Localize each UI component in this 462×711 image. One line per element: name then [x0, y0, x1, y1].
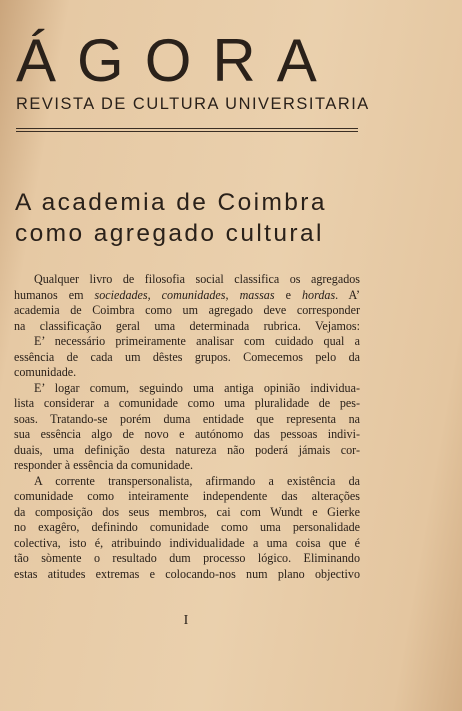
text-run: ,	[225, 287, 240, 302]
body-line: E’ logar comum, seguindo uma antiga opinião individua-	[34, 380, 360, 395]
body-line: E’ necessário primeiramente analisar com cuidado qual a	[34, 334, 360, 348]
body-line: responder à essência da comunidade.	[14, 458, 193, 472]
masthead	[16, 27, 370, 114]
body-line: no exagêro, definindo comunidade como uma personalidade	[14, 520, 360, 534]
article-title-line: A academia de Coimbra	[15, 189, 327, 216]
article-body	[14, 272, 360, 582]
body-line: tão sòmente o resultado dum processo lógico. Eliminando	[14, 551, 360, 565]
body-line: comunidade como inteiramente independente das alterações	[14, 489, 360, 503]
body-line: duais, uma definição desta natureza não poderá jámais cor-	[14, 442, 360, 457]
body-line: lista considerar a comunidade como uma pluralidade de pes-	[14, 396, 360, 410]
body-line: academia de Coimbra como um agregado deve corresponder	[14, 303, 360, 317]
body-line: Qualquer livro de filosofia social classifica os agregados	[34, 272, 360, 286]
text-run: e	[274, 287, 302, 302]
magazine-title: ÁGORA	[16, 27, 338, 94]
body-line: essência de cada um dêstes grupos. Comecemos pelo da	[14, 349, 360, 364]
italic-term: hordas	[302, 287, 336, 302]
body-line: soas. Tratando-se porém duma entidade que representa na	[14, 411, 360, 426]
body-line: estas atitudes extremas e colocando-nos num plano objectivo	[14, 566, 360, 581]
text-run: . A’	[335, 287, 360, 302]
italic-term: massas	[239, 287, 275, 302]
body-line	[14, 288, 360, 304]
masthead-divider-bottom	[16, 131, 358, 132]
italic-term: sociedades, comunidades	[94, 287, 226, 302]
article-title	[15, 187, 365, 249]
body-line: colectiva, isto é, atribuindo individualidade a uma coisa que é	[14, 535, 360, 550]
page-number: I	[183, 613, 189, 628]
body-line: da composição dos seus membros, cai com Wundt e Gierke	[14, 504, 360, 519]
magazine-subtitle: REVISTA DE CULTURA UNIVERSITARIA	[16, 95, 370, 113]
body-line: comunidade.	[14, 365, 77, 379]
article-title-line: como agregado cultural	[15, 220, 324, 247]
text-run: humanos em	[14, 287, 95, 302]
body-line: sua essência algo de novo e autónomo das pessoas indivi-	[14, 427, 360, 441]
masthead-divider-top	[16, 128, 358, 129]
body-line: A corrente transpersonalista, afirmando a existência da	[34, 473, 360, 488]
body-line: na classificação geral uma determinada rubrica. Vejamos:	[14, 318, 360, 333]
